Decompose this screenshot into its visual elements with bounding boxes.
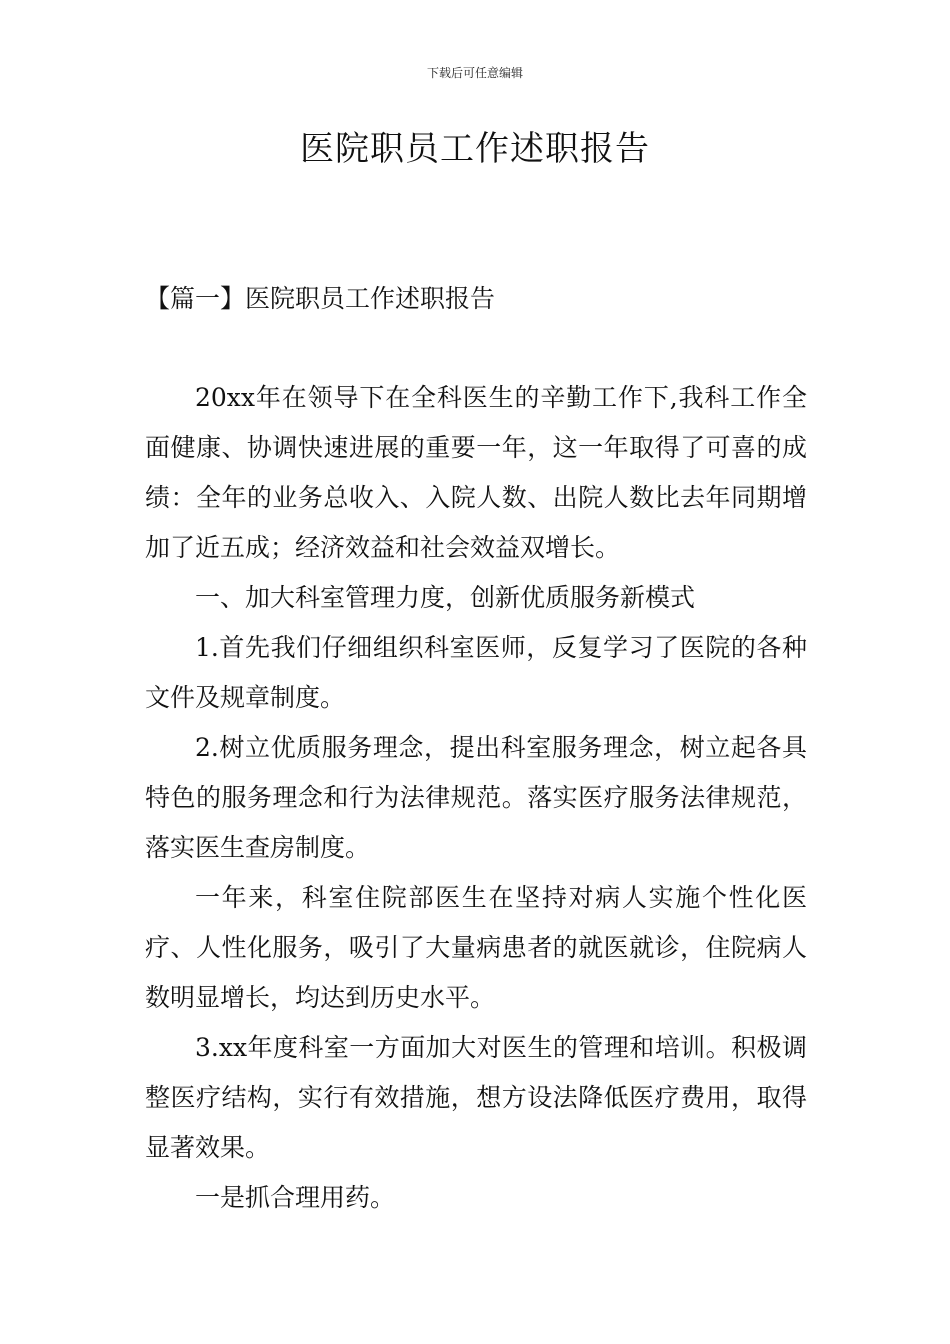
body-text — [145, 373, 807, 1223]
paragraph: 一是抓合理用药。 — [195, 1183, 396, 1212]
paragraph: 一、加大科室管理力度，创新优质服务新模式 — [195, 583, 696, 612]
paragraph: 3.xx年度科室一方面加大对医生的管理和培训。积极调整医疗结构，实行有效措施，想方设法降低医疗费用，取得显著效果。 — [145, 1033, 807, 1162]
paragraph: 一年来，科室住院部医生在坚持对病人实施个性化医疗、人性化服务，吸引了大量病患者的就医就诊，住院病人数明显增长，均达到历史水平。 — [145, 883, 807, 1012]
document-title: 医院职员工作述职报告 — [300, 129, 650, 169]
paragraph: 1.首先我们仔细组织科室医师，反复学习了医院的各种文件及规章制度。 — [145, 633, 807, 712]
header-note: 下载后可任意编辑 — [426, 66, 523, 80]
paragraph: 2.树立优质服务理念，提出科室服务理念，树立起各具特色的服务理念和行为法律规范。落实医疗服务法律规范，落实医生查房制度。 — [145, 733, 807, 862]
paragraph: 20xx年在领导下在全科医生的辛勤工作下,我科工作全面健康、协调快速进展的重要一年，这一年取得了可喜的成绩：全年的业务总收入、入院人数、出院人数比去年同期增加了近五成；经济效益和社会效益双增长。 — [145, 383, 807, 562]
section-heading: 【篇一】医院职员工作述职报告 — [145, 284, 496, 313]
